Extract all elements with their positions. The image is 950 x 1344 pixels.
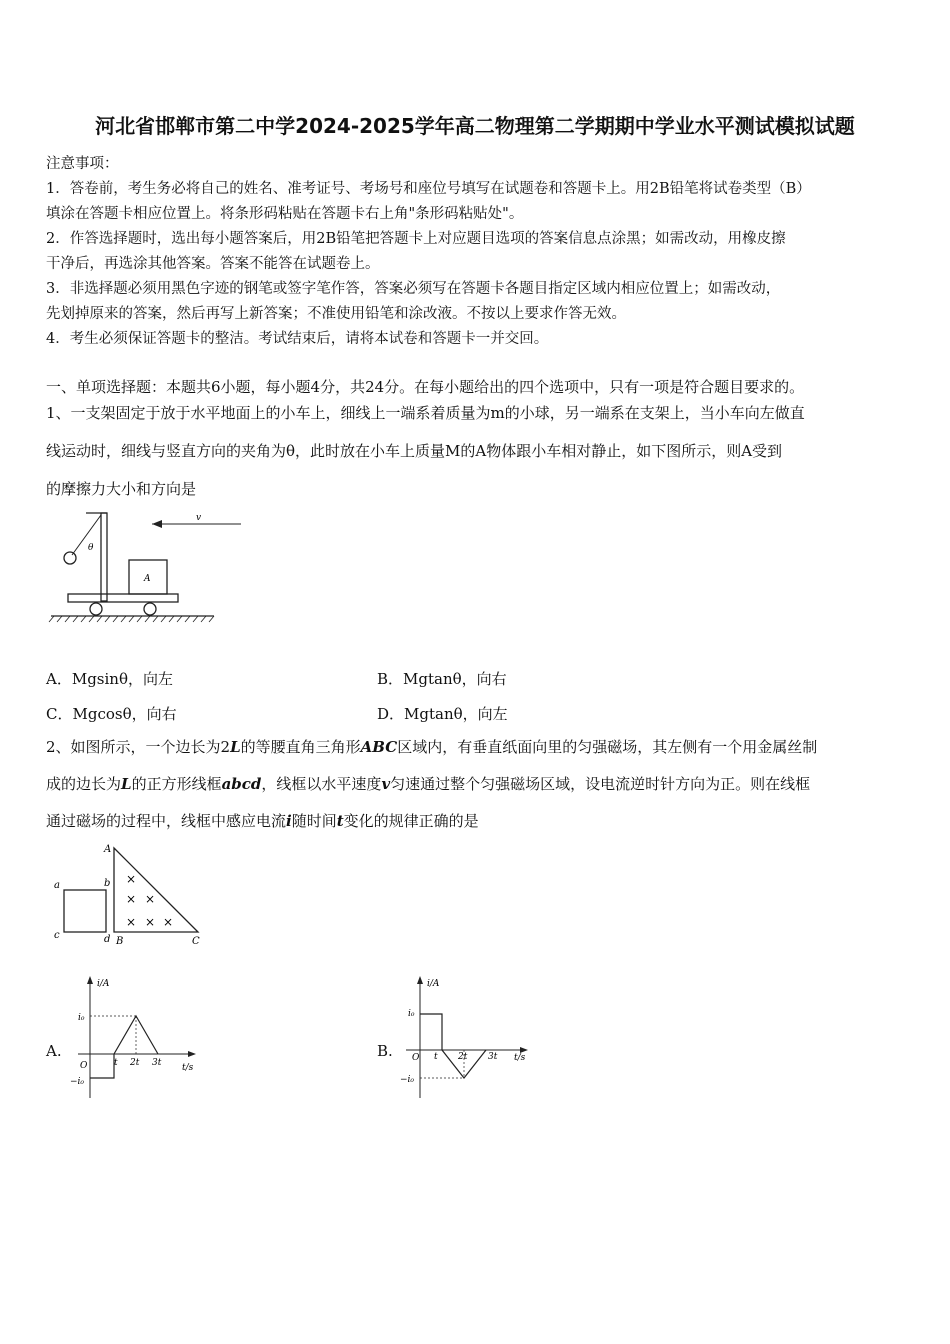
- cross-icon: ×: [163, 915, 174, 929]
- i0-label: i₀: [408, 1009, 415, 1019]
- label-d: d: [104, 934, 111, 945]
- q2-text-line: 2、如图所示，一个边长为2L的等腰直角三角形ABC区域内，有垂直纸面向里的匀强磁场，其左侧有一个用金属丝制: [46, 738, 818, 756]
- notice-line: 2．作答选择题时，选出每小题答案后，用2B铅笔把答题卡上对应题目选项的答案信息点涂黑；如需改动，用橡皮擦: [46, 231, 786, 247]
- q2-option-b-label[interactable]: B.: [377, 1042, 393, 1060]
- t1-label: t: [434, 1052, 438, 1062]
- cart-base: [68, 594, 178, 602]
- q2-graph-a: [70, 972, 200, 1100]
- cross-icon: ×: [126, 892, 137, 906]
- square-loop: [64, 890, 106, 932]
- cross-icon: ×: [126, 915, 137, 929]
- label-B: B: [116, 936, 124, 947]
- pendulum-string: [72, 515, 101, 555]
- cross-icon: ×: [126, 872, 137, 886]
- q2-field-figure: [46, 838, 216, 950]
- q1-text-line: 1、一支架固定于放于水平地面上的小车上，细线上一端系着质量为m的小球，另一端系在支架上，当小车向左做直: [46, 404, 805, 422]
- cart-wheel: [144, 603, 156, 615]
- notice-line: 干净后，再选涂其他答案。答案不能答在试题卷上。: [46, 256, 380, 272]
- q1-option-a[interactable]: A．Mgsinθ，向左: [46, 670, 173, 688]
- q1-option-b[interactable]: B．Mgtanθ，向右: [377, 670, 507, 688]
- q2-text-line: 成的边长为L的正方形线框abcd，线框以水平速度v匀速通过整个匀强磁场区域，设电流逆时针方向为正。则在线框: [46, 775, 811, 793]
- notice-line: 先划掉原来的答案，然后再写上新答案；不准使用铅笔和涂改液。不按以上要求作答无效。: [46, 306, 626, 322]
- q2-option-a-label[interactable]: A.: [46, 1042, 62, 1060]
- current-curve: [420, 1014, 486, 1078]
- label-A: A: [104, 844, 112, 855]
- label-c: c: [54, 930, 60, 941]
- cart-wheel: [90, 603, 102, 615]
- q2-text-line: 通过磁场的过程中，线框中感应电流i随时间t变化的规律正确的是: [46, 812, 479, 830]
- t2-label: 2t: [130, 1058, 140, 1068]
- theta-label: θ: [88, 543, 94, 553]
- t3-label: 3t: [488, 1052, 498, 1062]
- q1-option-d[interactable]: D．Mgtanθ，向左: [377, 705, 508, 723]
- origin-label: O: [80, 1061, 88, 1071]
- cross-icon: ×: [145, 892, 156, 906]
- t1-label: t: [114, 1058, 118, 1068]
- notice-line: 1．答卷前，考生务必将自己的姓名、准考证号、考场号和座位号填写在试题卷和答题卡上。用2B铅笔将试卷类型（B）: [46, 181, 811, 197]
- y-axis-label: i/A: [427, 979, 440, 989]
- label-a: a: [54, 880, 60, 891]
- q1-cart-figure: [46, 508, 246, 630]
- q1-option-c[interactable]: C．Mgcosθ，向右: [46, 705, 177, 723]
- neg-i0-label: −i₀: [400, 1075, 415, 1085]
- section-heading: 一、单项选择题：本题共6小题，每小题4分，共24分。在每小题给出的四个选项中，只有一项是符合题目要求的。: [46, 378, 805, 396]
- notice-line: 填涂在答题卡相应位置上。将条形码粘贴在答题卡右上角"条形码粘贴处"。: [46, 206, 524, 222]
- x-axis-label: t/s: [182, 1063, 194, 1073]
- q2-graph-b: [400, 972, 540, 1100]
- y-axis-label: i/A: [97, 979, 110, 989]
- i0-label: i₀: [78, 1013, 85, 1023]
- current-curve: [90, 1016, 158, 1078]
- q1-text-line: 线运动时，细线与竖直方向的夹角为θ，此时放在小车上质量M的A物体跟小车相对静止，如下图所示，则A受到: [46, 442, 783, 460]
- cross-icon: ×: [145, 915, 156, 929]
- notice-line: 4．考生必须保证答题卡的整洁。考试结束后，请将本试卷和答题卡一并交回。: [46, 331, 549, 347]
- cart-post: [101, 513, 107, 601]
- velocity-label: v: [196, 513, 202, 523]
- x-axis-label: t/s: [514, 1053, 526, 1063]
- label-b: b: [104, 878, 111, 889]
- pendulum-ball: [64, 552, 76, 564]
- neg-i0-label: −i₀: [70, 1077, 85, 1087]
- notice-line: 3．非选择题必须用黑色字迹的钢笔或签字笔作答，答案必须写在答题卡各题目指定区域内相应位置上；如需改动，: [46, 281, 781, 297]
- t3-label: 3t: [152, 1058, 162, 1068]
- origin-label: O: [412, 1053, 420, 1063]
- t2-label: 2t: [458, 1052, 468, 1062]
- label-C: C: [192, 936, 200, 947]
- q1-text-line: 的摩擦力大小和方向是: [46, 480, 197, 498]
- notice-heading: 注意事项：: [46, 156, 119, 172]
- block-label: A: [144, 574, 151, 584]
- page-title: 河北省邯郸市第二中学2024-2025学年高二物理第二学期期中学业水平测试模拟试题: [95, 114, 855, 138]
